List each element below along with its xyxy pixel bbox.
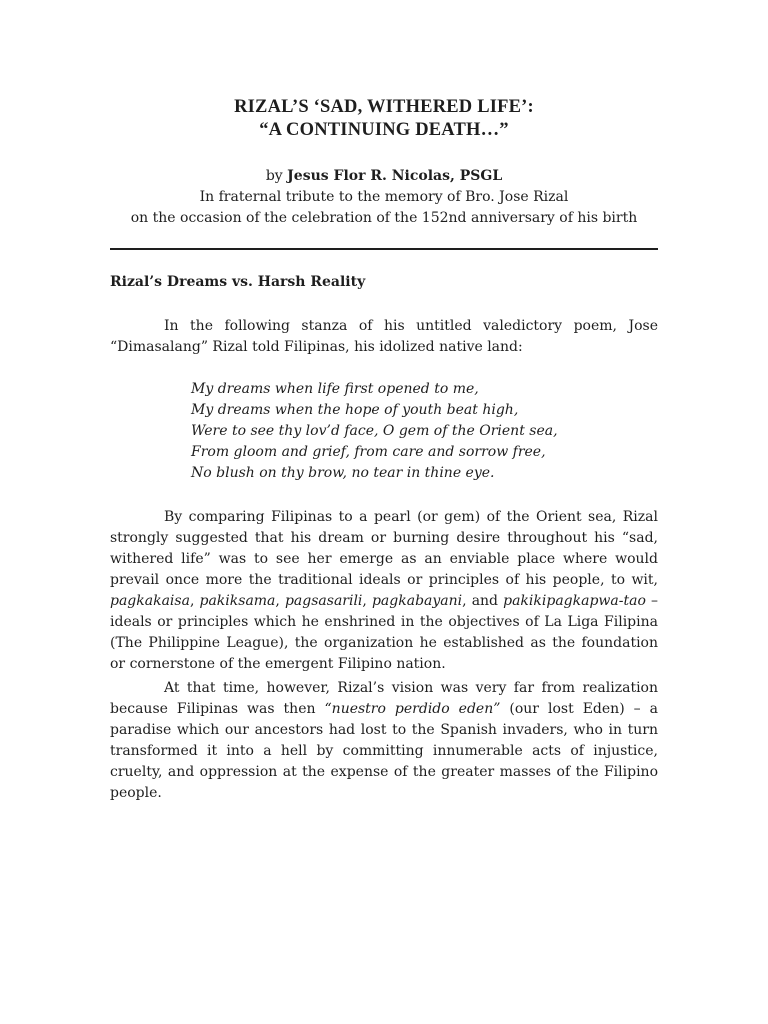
author-name: Jesus Flor R. Nicolas, PSGL bbox=[287, 168, 503, 184]
poem-line: From gloom and grief, from care and sorrow free, bbox=[191, 444, 546, 460]
paragraph-2-text-a: By comparing Filipinas to a pearl (or gem) of the Orient sea, Rizal strongly suggested that his dream or burning desire throughout his “sad, withered life” was to see her emerge as an enviable place where would prevail once more the traditional ideals or principles of his people, to wit, bbox=[110, 509, 658, 588]
filipino-term: pagkabayani bbox=[371, 593, 463, 609]
paragraph-3-text-b: (our lost Eden) – a paradise which our ancestors had lost to the Spanish invaders, who in turn transformed it into a hell by committing innumerable acts of injustice, cruelty, and oppression at the expense of the greater masses of the Filipino people. bbox=[110, 701, 658, 801]
poem-line: No blush on thy brow, no tear in thine eye. bbox=[191, 465, 495, 481]
title-line-2: “A CONTINUING DEATH…” bbox=[259, 120, 509, 140]
byline-prefix: by bbox=[265, 168, 288, 184]
paragraph-3 bbox=[110, 678, 658, 804]
paragraph-1: In the following stanza of his untitled valedictory poem, Jose “Dimasalang” Rizal told Filipinas, his idolized native land: bbox=[110, 318, 658, 355]
paragraph-3-text-a: At that time, however, Rizal’s vision was very far from realization because Filipinas was then bbox=[110, 680, 658, 717]
tribute-line-2: on the occasion of the celebration of the 152nd anniversary of his birth bbox=[130, 210, 638, 226]
filipino-term: pagsasarili bbox=[284, 593, 363, 609]
conjunction: and bbox=[471, 593, 499, 609]
paragraph-2-text-b: – ideals or principles which he enshrined in the objectives of La Liga Filipina (The Philippine League), the organization he established as the foundation or cornerstone of the emergent Filipino nation. bbox=[110, 593, 658, 672]
filipino-term: pagkakaisa bbox=[110, 593, 190, 609]
byline bbox=[0, 168, 768, 184]
poem-line: My dreams when life first opened to me, bbox=[191, 381, 479, 397]
spanish-quote: “nuestro perdido eden” bbox=[324, 701, 501, 717]
paragraph-2: By comparing Filipinas to a pearl (or gem) of the Orient sea, Rizal strongly suggested that his dream or burning desire throughout his “sad, withered life” was to see her emerge as an enviable place where would prevail once more the traditional ideals or principles of his people, to wit, pagkakaisa, pakiksama, pagsasarili, pagkabayani, and pakikipagkapwa-tao – ideals or principles which he enshrined in the objectives of La Liga Filipina (The Philippine League), the organization he established as the foundation or cornerstone of the emergent Filipino nation. bbox=[110, 509, 658, 672]
section-heading: Rizal’s Dreams vs. Harsh Reality bbox=[110, 274, 366, 290]
poem-line: My dreams when the hope of youth beat high, bbox=[191, 402, 519, 418]
poem-line: Were to see thy lov’d face, O gem of the Orient sea, bbox=[191, 423, 558, 439]
poem-stanza bbox=[191, 379, 558, 484]
tribute-line-1: In fraternal tribute to the memory of Bro. Jose Rizal bbox=[199, 189, 569, 205]
title-line-1: RIZAL’S ‘SAD, WITHERED LIFE’: bbox=[234, 97, 534, 117]
filipino-term: pakikipagkapwa-tao bbox=[503, 593, 646, 609]
header-divider bbox=[110, 248, 658, 250]
filipino-term: pakiksama bbox=[199, 593, 276, 609]
